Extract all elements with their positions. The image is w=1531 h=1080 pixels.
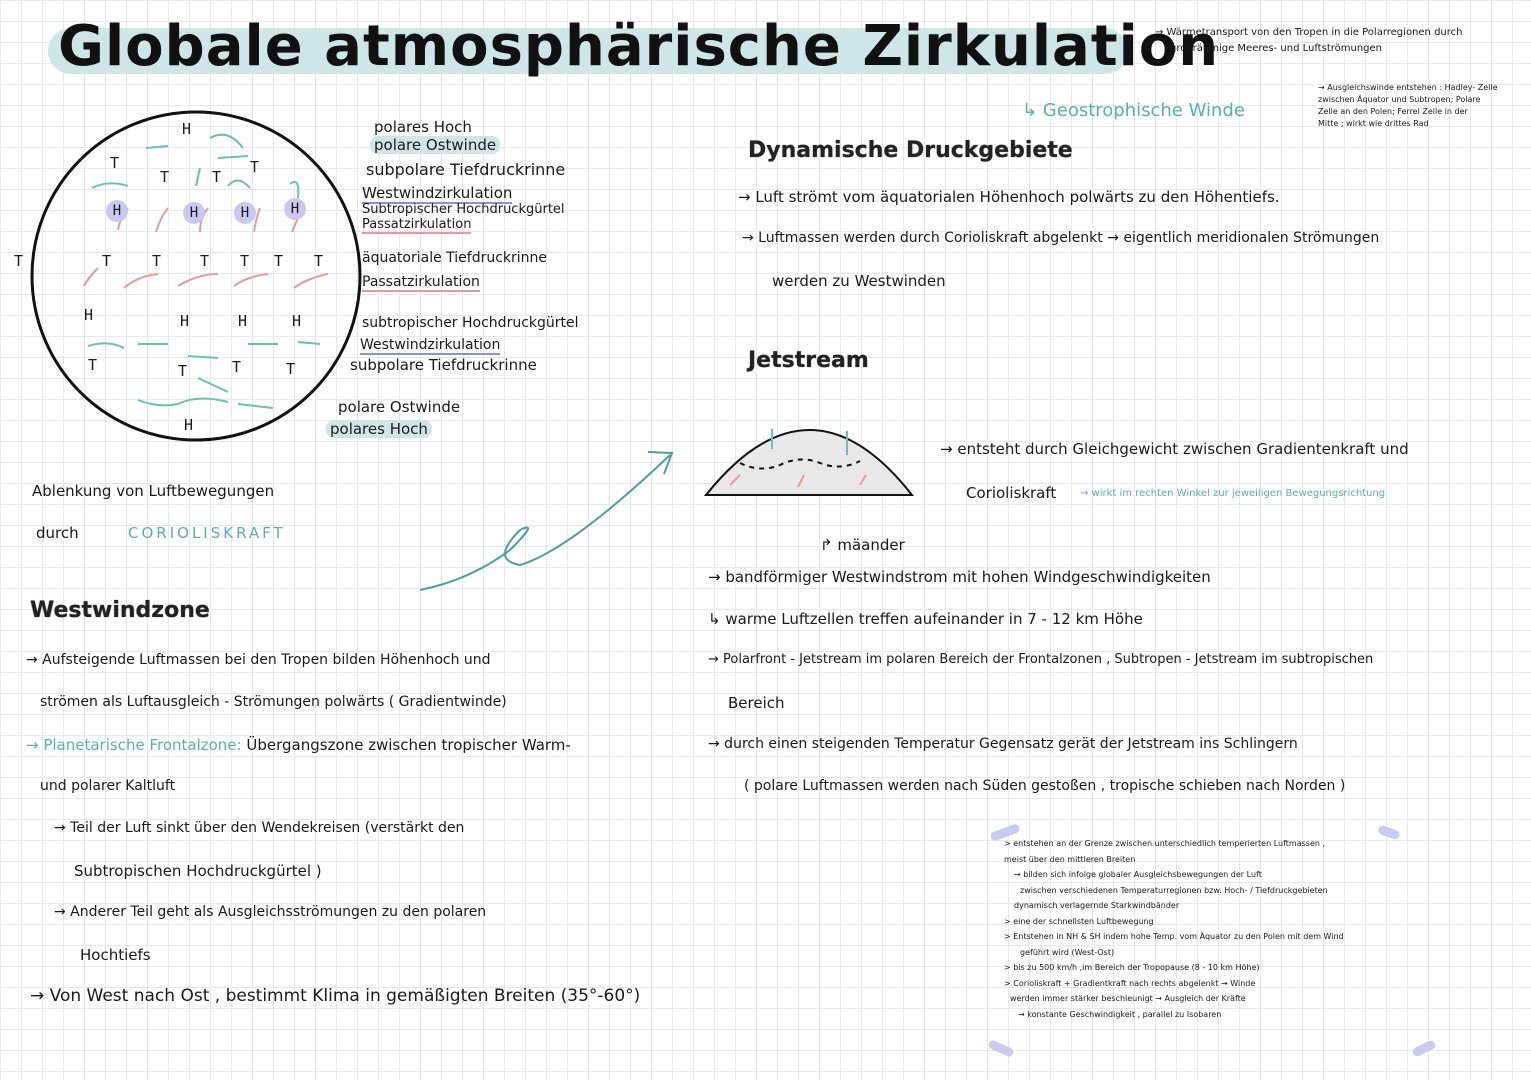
zone-label: polares Hoch xyxy=(374,118,472,136)
zone-label: subpolare Tiefdruckrinne xyxy=(350,356,537,374)
circle-label: T xyxy=(178,362,188,380)
jetstream-line: → durch einen steigenden Temperatur Gegensatz gerät der Jetstream ins Schlingern xyxy=(708,736,1298,752)
equator-label: T xyxy=(314,252,324,270)
equator-label: T xyxy=(240,252,250,270)
note-marker xyxy=(1377,825,1401,841)
westwind-line: → Teil der Luft sinkt über den Wendekreisen (verstärkt den xyxy=(54,820,465,836)
note-marker xyxy=(1411,1039,1437,1057)
jetstream-line: → Polarfront - Jetstream im polaren Bereich der Frontalzonen , Subtropen - Jetstream im subtropischen xyxy=(708,652,1374,667)
circle-label: T xyxy=(250,158,260,176)
circle-label: T xyxy=(212,168,222,186)
jetstream-diagram xyxy=(700,405,920,500)
dynamic-line: werden zu Westwinden xyxy=(772,272,946,290)
zone-label: subpolare Tiefdruckrinne xyxy=(366,160,566,179)
westwind-line: Hochtiefs xyxy=(80,946,151,964)
top-note-line1: → Wärmetransport von den Tropen in die Polarregionen durch xyxy=(1155,27,1463,38)
circulation-diagram xyxy=(14,108,364,444)
coriolis-term: CORIOLISKRAFT xyxy=(128,524,286,542)
westwind-heading: Westwindzone xyxy=(30,598,210,623)
circle-label: H xyxy=(180,312,190,330)
jetstream-line: → bandförmiger Westwindstrom mit hohen Windgeschwindigkeiten xyxy=(708,568,1211,586)
hadley-note: → Ausgleichswinde entstehen : Hadley- Zelle zwischen Äquator und Subtropen; Polare Zelle an den Polen; Ferrel Zelle in der Mitte ; wirkt wie drittes Rad xyxy=(1318,83,1498,128)
circle-label: H xyxy=(284,198,306,220)
circle-label: H xyxy=(184,416,194,434)
circle-label: T xyxy=(88,356,98,374)
note-marker xyxy=(987,1039,1014,1058)
zone-label: Passatzirkulation xyxy=(362,217,472,232)
circle-label: H xyxy=(183,202,205,224)
circle-label: T xyxy=(160,168,170,186)
westwind-line: Subtropischen Hochdruckgürtel ) xyxy=(74,862,322,880)
circle-label: H xyxy=(106,200,128,222)
zone-label: Westwindzirkulation xyxy=(360,337,501,353)
top-note-line2: großräumige Meeres- und Luftströmungen xyxy=(1170,43,1383,54)
planetary-frontal-zone: → Planetarische Frontalzone: xyxy=(26,736,242,754)
equator-label: T xyxy=(200,252,210,270)
circle-label: H xyxy=(238,312,248,330)
circle-label: T xyxy=(286,360,296,378)
westwind-line: → Von West nach Ost , bestimmt Klima in gemäßigten Breiten (35°-60°) xyxy=(30,986,641,1006)
circle-label: H xyxy=(182,120,192,138)
zone-label: Westwindzirkulation xyxy=(362,184,513,202)
jetstream-origin: → entsteht durch Gleichgewicht zwischen Gradientenkraft und xyxy=(940,440,1409,458)
dynamic-line: → Luftmassen werden durch Corioliskraft abgelenkt → eigentlich meridionalen Strömungen xyxy=(742,230,1380,246)
circulation-svg xyxy=(28,108,364,444)
jetstream-heading: Jetstream xyxy=(748,348,869,373)
equator-label: T xyxy=(102,252,112,270)
jetstream-coriolis-note: → wirkt im rechten Winkel zur jeweiligen Bewegungsrichtung xyxy=(1080,488,1386,499)
westwind-line: und polarer Kaltluft xyxy=(40,778,176,794)
equator-label: T xyxy=(14,252,24,270)
dynamic-heading: Dynamische Druckgebiete xyxy=(748,138,1073,163)
circle-label: H xyxy=(84,306,94,324)
coriolis-prefix: durch xyxy=(36,524,79,542)
zone-label: äquatoriale Tiefdruckrinne xyxy=(362,250,548,266)
westwind-line: strömen als Luftausgleich - Strömungen polwärts ( Gradientwinde) xyxy=(40,694,507,710)
circle-label: T xyxy=(110,154,120,172)
zone-label: subtropischer Hochdruckgürtel xyxy=(362,315,579,331)
zone-label: polare Ostwinde xyxy=(338,398,461,416)
zone-label: polares Hoch xyxy=(326,420,432,438)
zone-label: polare Ostwinde xyxy=(370,136,500,154)
westwind-line: → Aufsteigende Luftmassen bei den Tropen bilden Höhenhoch und xyxy=(26,652,491,668)
zone-label: Subtropischer Hochdruckgürtel xyxy=(362,202,565,217)
geostrophic-winds: ↳ Geostrophische Winde xyxy=(1022,100,1245,121)
jetstream-line: ( polare Luftmassen werden nach Süden gestoßen , tropische schieben nach Norden ) xyxy=(744,778,1346,794)
westwind-line: → Anderer Teil geht als Ausgleichsströmungen zu den polaren xyxy=(54,904,487,920)
equator-label: T xyxy=(274,252,284,270)
zone-label: Passatzirkulation xyxy=(362,274,480,290)
page-title: Globale atmosphärische Zirkulation xyxy=(58,14,1220,79)
circle-label: H xyxy=(292,312,302,330)
circle-label: H xyxy=(234,202,256,224)
coriolis-line1: Ablenkung von Luftbewegungen xyxy=(32,482,275,500)
circle-label: T xyxy=(232,358,242,376)
maender-label: ↱ mäander xyxy=(820,536,905,554)
curvy-arrow-icon xyxy=(410,440,690,610)
dynamic-line: → Luft strömt vom äquatorialen Höhenhoch polwärts zu den Höhentiefs. xyxy=(738,188,1280,206)
jetstream-detail-note: > entstehen an der Grenze zwischen unterschiedlich temperierten Luftmassen , meist über den mittleren Breiten → bilden sich infolge globaler Ausgleichsbewegungen der Luft zwischen verschiedenen Temperaturregionen bzw. Hoch- / Tiefdruckgebieten dynamisch verlagernde Starkwindbänder > eine der schnellsten Luftbewegung > Entstehen in NH & SH indem hohe Temp. vom Äquator zu den Polen mit dem Wind geführt wird (West-Ost) > bis zu 500 km/h ,im Bereich der Tropopause (8 - 10 km Höhe) > Corioliskraft + Gradientkraft nach rechts abgelenkt → Winde werden immer stärker beschleunigt → Ausgleich der Kräfte → konstante Geschwindigkeit , parallel zu Isobaren xyxy=(1004,839,1344,1019)
jetstream-line: ↳ warme Luftzellen treffen aufeinander in 7 - 12 km Höhe xyxy=(708,610,1143,628)
jetstream-line: Bereich xyxy=(728,694,785,712)
westwind-line: Übergangszone zwischen tropischer Warm- xyxy=(246,736,571,754)
equator-label: T xyxy=(152,252,162,270)
jetstream-coriolis: Corioliskraft xyxy=(966,484,1057,502)
